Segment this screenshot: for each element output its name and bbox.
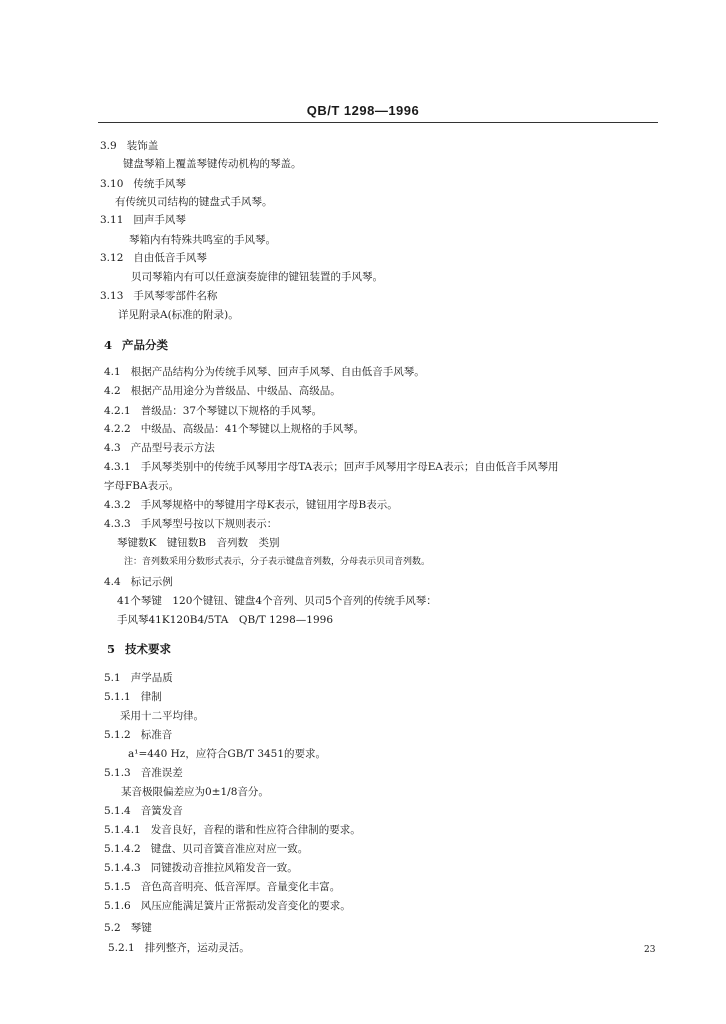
- clause-number: 5.1.4.2: [104, 843, 141, 855]
- text-line: [118, 309, 239, 322]
- page-header: QB/T 1298—1996: [306, 103, 420, 118]
- clause-text: 采用十二平均律。: [120, 710, 204, 722]
- clause-text: 传统手风琴: [133, 178, 186, 190]
- text-line: [100, 290, 217, 303]
- clause-text: 律制: [140, 691, 162, 703]
- clause-text: a¹=440 Hz，应符合GB/T 3451的要求。: [128, 748, 327, 760]
- clause-number: 3.10: [100, 178, 124, 190]
- text-line: [104, 423, 364, 436]
- clause-text: 琴键: [130, 922, 152, 934]
- clause-text: 手风琴型号按以下规则表示：: [140, 518, 278, 530]
- text-line: [108, 942, 250, 955]
- text-line: [100, 252, 207, 265]
- clause-text: 根据产品用途分为普级品、中级品、高级品。: [130, 385, 341, 397]
- clause-text: 产品型号表示方法: [130, 442, 215, 454]
- clause-number: 4.1: [104, 366, 121, 378]
- clause-text: 某音极限偏差应为0±1/8音分。: [121, 786, 269, 798]
- clause-text: 标准音: [140, 729, 173, 741]
- text-line: [115, 196, 273, 209]
- text-line: [104, 499, 398, 512]
- text-line: [104, 691, 162, 704]
- clause-number: 4.2.2: [104, 423, 131, 435]
- clause-text: 手风琴类别中的传统手风琴用字母TA表示；回声手风琴用字母EA表示；自由低音手风琴用: [140, 461, 559, 473]
- clause-text: 音准误差: [140, 767, 183, 779]
- clause-text: 手风琴零部件名称: [133, 290, 218, 302]
- text-line: [104, 366, 425, 379]
- text-line: [104, 729, 172, 742]
- text-line: [120, 710, 204, 723]
- clause-number: 3.11: [100, 214, 124, 226]
- page-number: 23: [644, 945, 656, 955]
- clause-number: 5.1.4.1: [104, 824, 141, 836]
- clause-text: 琴箱内有特殊共鸣室的手风琴。: [129, 234, 276, 246]
- clause-number: 5: [107, 642, 116, 656]
- clause-number: 5.2: [104, 922, 121, 934]
- clause-number: 5.1.4.3: [104, 862, 141, 874]
- clause-text: 41个琴键 120个键钮、键盘4个音列、贝司5个音列的传统手风琴：: [117, 595, 437, 607]
- text-line: [104, 767, 183, 780]
- clause-text: 排列整齐，运动灵活。: [144, 942, 250, 954]
- clause-text: 贝司琴箱内有可以任意演奏旋律的键钮装置的手风琴。: [131, 271, 383, 283]
- text-line: [129, 234, 276, 247]
- clause-number: 4.2.1: [104, 405, 131, 417]
- clause-number: 5.1: [104, 672, 121, 684]
- clause-text: 手风琴41K120B4/5TA QB/T 1298—1996: [117, 614, 334, 626]
- clause-text: 发音良好，音程的谐和性应符合律制的要求。: [150, 824, 361, 836]
- text-line: [104, 922, 152, 935]
- header-rule: [98, 122, 658, 123]
- clause-text: 标记示例: [130, 576, 173, 588]
- text-line: [100, 214, 186, 227]
- clause-text: 普级品：37个琴键以下规格的手风琴。: [140, 405, 323, 417]
- clause-number: 3.12: [100, 252, 124, 264]
- clause-text: 产品分类: [122, 338, 169, 352]
- clause-number: 4.3.3: [104, 518, 131, 530]
- clause-text: 风压应能满足簧片正常振动发音变化的要求。: [140, 900, 351, 912]
- text-line: [104, 385, 341, 398]
- text-line: [104, 576, 173, 589]
- text-line: [104, 881, 340, 894]
- text-line: [117, 614, 333, 627]
- text-line: [100, 140, 158, 153]
- clause-number: 4.3.2: [104, 499, 131, 511]
- text-line: [117, 595, 437, 608]
- text-line: [104, 339, 168, 352]
- text-line: [104, 862, 298, 875]
- clause-text: 中级品、高级品：41个琴键以上规格的手风琴。: [140, 423, 365, 435]
- text-line: [128, 748, 326, 761]
- clause-number: 5.2.1: [108, 942, 135, 954]
- clause-text: 同键拨动音推拉风箱发音一致。: [150, 862, 298, 874]
- clause-number: 4: [104, 338, 113, 352]
- text-line: [131, 271, 383, 284]
- clause-number: 5.1.2: [104, 729, 131, 741]
- clause-text: 声学品质: [130, 672, 173, 684]
- text-line: [104, 900, 351, 913]
- text-line: [104, 824, 361, 837]
- clause-text: 回声手风琴: [133, 214, 186, 226]
- clause-text: 根据产品结构分为传统手风琴、回声手风琴、自由低音手风琴。: [130, 366, 425, 378]
- clause-text: 手风琴规格中的琴键用字母K表示，键钮用字母B表示。: [140, 499, 398, 511]
- clause-text: 音色高音明亮、低音浑厚。音量变化丰富。: [140, 881, 341, 893]
- text-line: [107, 643, 171, 656]
- text-line: [123, 158, 302, 171]
- clause-number: 5.1.5: [104, 881, 131, 893]
- clause-text: 键盘琴箱上覆盖琴键传动机构的琴盖。: [123, 158, 302, 170]
- clause-text: 音簧发音: [140, 805, 183, 817]
- clause-text: 详见附录A(标准的附录)。: [118, 309, 239, 321]
- clause-text: 键盘、贝司音簧音准应对应一致。: [150, 843, 309, 855]
- clause-number: 5.1.1: [104, 691, 131, 703]
- clause-number: 3.13: [100, 290, 124, 302]
- clause-text: 字母FBA表示。: [104, 480, 180, 492]
- clause-number: 4.2: [104, 385, 121, 397]
- clause-text: 注：音列数采用分数形式表示，分子表示键盘音列数，分母表示贝司音列数。: [124, 557, 431, 567]
- clause-number: 4.3.1: [104, 461, 131, 473]
- text-line: [104, 805, 183, 818]
- text-line: [104, 672, 173, 685]
- clause-number: 4.3: [104, 442, 121, 454]
- text-line: [117, 537, 280, 550]
- clause-number: 5.1.3: [104, 767, 131, 779]
- clause-number: 5.1.4: [104, 805, 131, 817]
- text-line: [104, 405, 322, 418]
- text-line: [104, 518, 277, 531]
- text-line: [104, 442, 215, 455]
- clause-text: 琴键数K 键钮数B 音列数 类别: [117, 537, 280, 549]
- clause-number: 5.1.6: [104, 900, 131, 912]
- clause-number: 3.9: [100, 140, 117, 152]
- text-line: [104, 461, 558, 474]
- clause-text: 技术要求: [125, 642, 172, 656]
- text-line: [124, 556, 430, 569]
- clause-text: 自由低音手风琴: [133, 252, 207, 264]
- text-line: [100, 178, 186, 191]
- clause-text: 有传统贝司结构的键盘式手风琴。: [115, 196, 273, 208]
- text-line: [104, 843, 308, 856]
- text-line: [104, 480, 179, 493]
- clause-text: 装饰盖: [126, 140, 159, 152]
- text-line: [121, 786, 269, 799]
- clause-number: 4.4: [104, 576, 121, 588]
